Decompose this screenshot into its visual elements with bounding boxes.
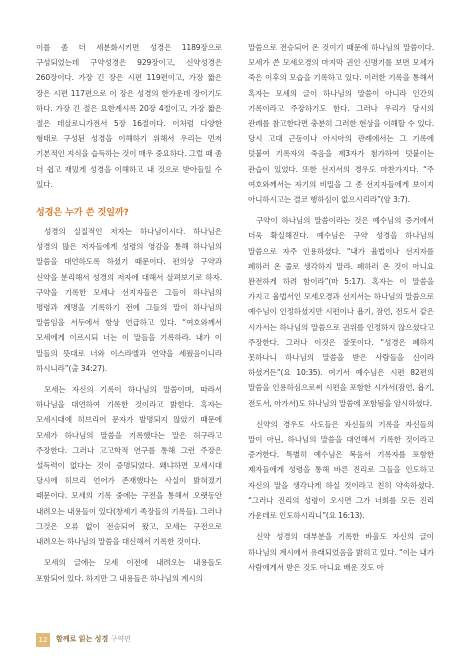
right-column — [248, 40, 434, 581]
body-paragraph: 이를 좀 더 세분화시키면 성경은 1189장으로 구성되었는데 구약성경은 929장이고, 신약성경은 260장이다. 가장 긴 장은 시편 119편이고, 가장 짧은 장은 시편 117편으로 이 장은 성경의 한가운데 장이기도 하다. 가장 긴 절은 요한계시록 20장 4절이고, 가장 짧은 절은 데살로니가전서 5장 16절이다. 이처럼 다양한 형태로 구성된 성경을 이해하기 위해서 우리는 먼저 기본적인 지식을 습득하는 것이 매우 중요하다. 그럴 때 좀 더 쉽고 재밌게 성경을 이해하고 내 것으로 받아들일 수 있다. — [36, 43, 222, 189]
page-footer — [0, 630, 470, 650]
section-heading: 성경은 누가 쓴 것일까? — [36, 208, 129, 219]
body-paragraph: 성경의 실질적인 저자는 하나님이시다. 하나님은 성경의 많은 저자들에게 성령의 영감을 통해 하나님의 말씀을 대언하도록 하셨기 때문이다. 편의상 구약과 신약을 분리해서 성경의 저자에 대해서 살펴보기로 하자. 구약을 기록한 모세나 선지자들은 그들이 하나님의 명령과 계명을 기록하기 전에 그들의 말이 하나님의 말씀임을 서두에서 항상 언급하고 있다. “여호와께서 모세에게 이르시되 너는 이 말들을 기록하라. 내가 이 말들의 뜻대로 너와 이스라엘과 언약을 세웠음이니라 하시니라”(출 34:27). — [36, 227, 222, 373]
running-title-main: 함께로 읽는 성경 — [56, 635, 109, 643]
body-paragraph: 모세는 자신의 기록이 하나님의 말씀이며, 따라서 하나님을 대언하여 기록한 것이라고 밝힌다. 혹자는 모세시대에 히브리어 문자가 발명되지 않았기 때문에 모세가 하나님의 말씀을 기록했다는 말은 허구라고 주장한다. 그러나 고고학적 연구를 통해 그런 주장은 설득력이 없다는 것이 증명되었다. 왜냐하면 모세시대 당시에 히브리 언어가 존재했다는 사실이 밝혀졌기 때문이다. 모세의 기록 중에는 구전을 통해서 오랫동안 내려오는 내용들이 있다(창세기 족장들의 기록들). 그러나 그것은 오류 없이 전승되어 왔고, 모세는 구전으로 내려오는 하나님의 말씀을 대신해서 기록한 것이다. — [36, 385, 222, 547]
body-paragraph: 신약 성경의 대부분을 기록한 바울도 자신의 글이 하나님의 계시에서 유래되었음을 밝히고 있다. “이는 내가 사람에게서 받은 것도 아니요 배운 것도 아 — [248, 532, 434, 572]
body-paragraph: 구약이 하나님의 말씀이라는 것은 예수님의 증거에서 더욱 확실해진다. 예수님은 구약 성경을 하나님의 말씀으로 자주 인용하셨다. “내가 율법이나 선지자를 폐하러 온 줄로 생각하지 말라. 폐하러 온 것이 아니요 완전하게 하려 함이라”(마 5:17). 혹자는 이 말씀을 가지고 율법서인 모세오경과 선지서는 하나님의 말씀으로 예수님이 인정하셨지만 시편이나 욥기, 잠언, 전도서 같은 시가서는 하나님의 말씀으로 권위를 인정하지 않으셨다고 주장한다. 그러나 이것은 잘못이다. “성경은 폐하지 못하나니 하나님의 말씀을 받은 사람들을 신이라 하셨거든”(요 10:35). 여기서 예수님은 시편 82편의 말씀을 인용하심으로써 시편을 포함한 시가서(잠언, 욥기, 전도서, 아가서)도 하나님의 말씀에 포함됨을 암시하셨다. — [248, 216, 434, 408]
left-column — [36, 40, 222, 592]
running-title — [56, 634, 131, 644]
body-paragraph: 말씀으로 전승되어 온 것이기 때문에 하나님의 말씀이다. 모세가 쓴 모세오경의 마지막 권인 신명기를 보면 모세가 죽은 이후의 모습을 기록하고 있다. 이러한 기록을 통해서 혹자는 모세의 글이 하나님의 말씀이 아니라 인간의 기록이라고 주장하기도 한다. 그러나 우리가 당시의 관례를 참고한다면 충분히 그러한 현상을 이해할 수 있다. 당시 고대 근동이나 아시아의 관례에서는 그 기록에 덧붙여 기록자의 죽음을 제3자가 첨가하여 덧붙이는 관습이 있었다. 또한 선지서의 경우도 마찬가지다. “주 여호와께서는 자기의 비밀을 그 종 선지자들에게 보이지 아니하시고는 결코 행하심이 없으시리라”(암 3:7). — [248, 43, 434, 205]
running-title-sub: 구약편 — [110, 635, 131, 643]
body-paragraph: 모세의 글에는 모세 이전에 내려오는 내용들도 포함되어 있다. 하지만 그 내용들은 하나님의 계시의 — [36, 558, 222, 583]
body-paragraph: 신약의 경우도 사도들은 자신들의 기록을 자신들의 말이 아닌, 하나님의 말씀을 대언해서 기록한 것이라고 증거한다. 특별히 예수님은 복음서 기록자를 포함한 제자들에게 성령을 통해 바른 진리로 그들을 인도하고 자신의 말을 생각나게 하실 것이라고 친히 약속하셨다. “그러나 진리의 성령이 오시면 그가 너희를 모든 진리 가운데로 인도하시리니”(요 16:13). — [248, 419, 434, 521]
page-number: 12 — [36, 633, 50, 647]
